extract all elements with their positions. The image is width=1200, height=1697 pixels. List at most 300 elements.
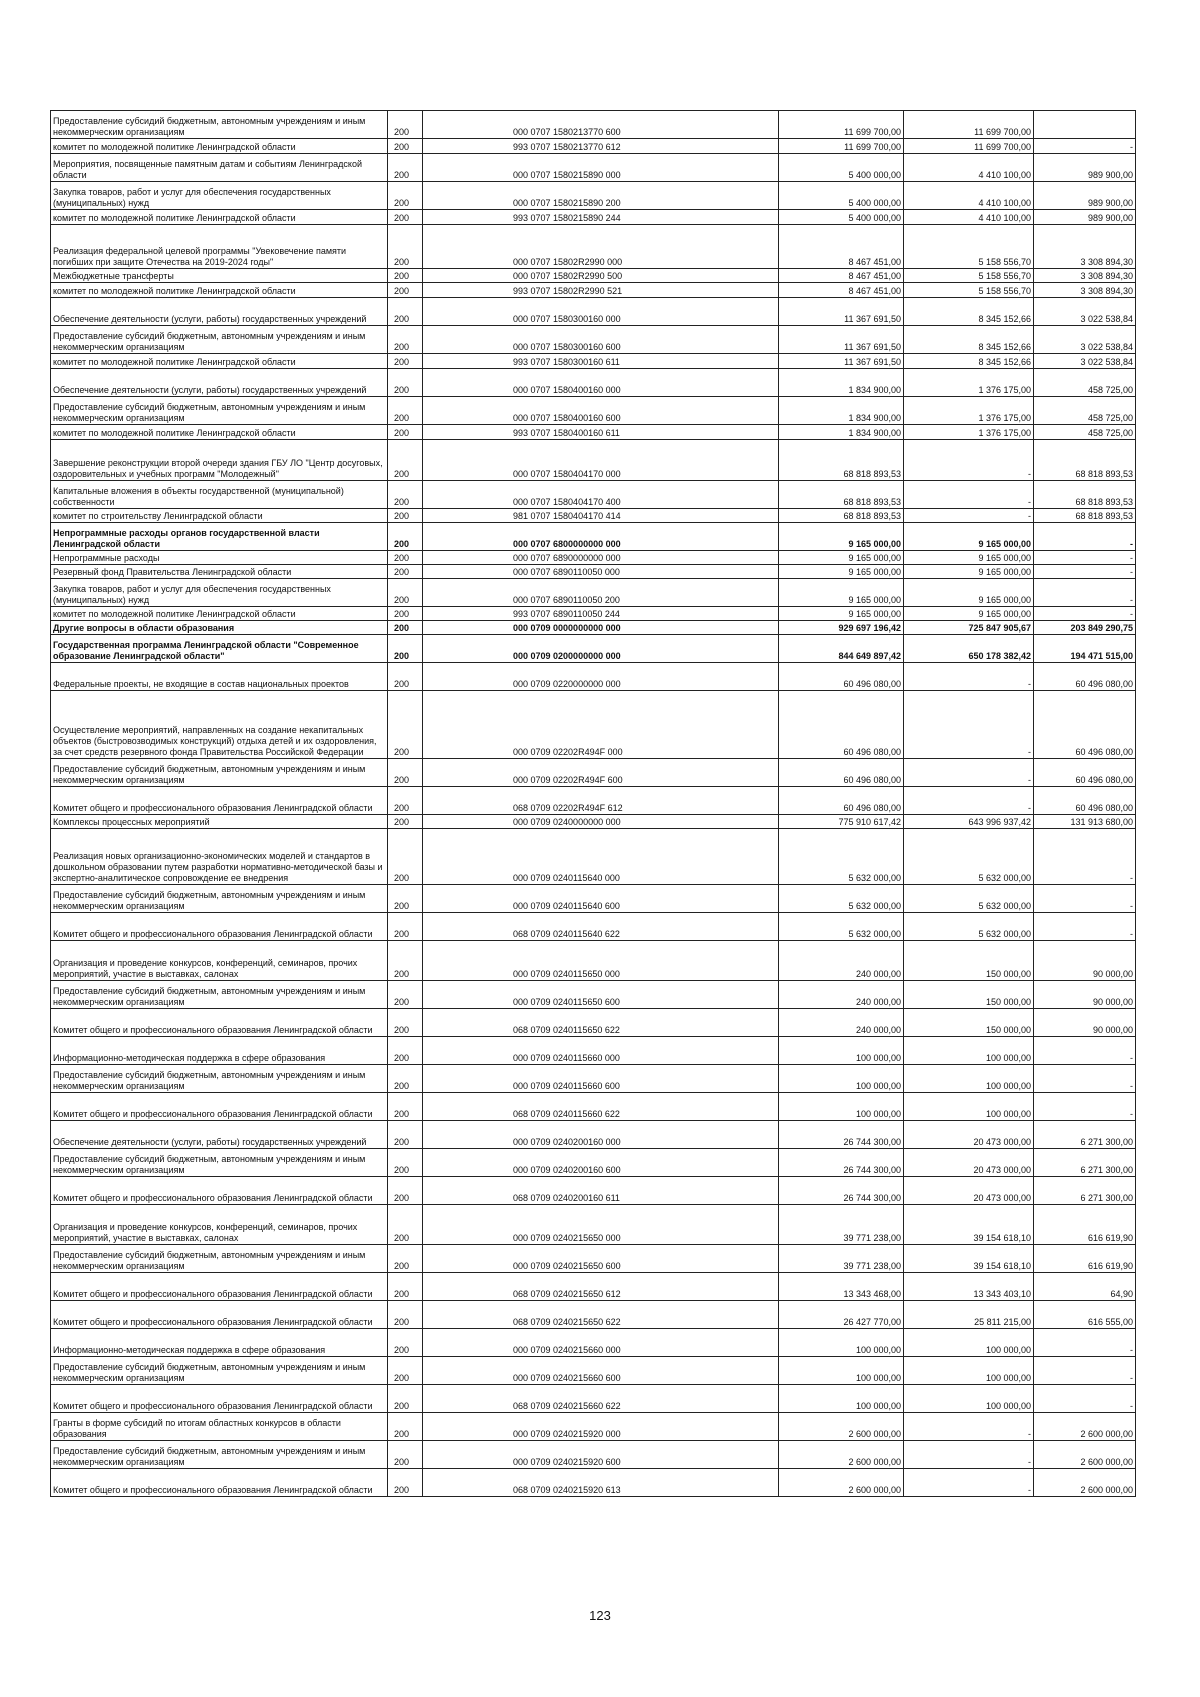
- executed-amount-cell: 11 699 700,00: [904, 111, 1034, 139]
- approved-plan-cell: 11 367 691,50: [779, 326, 904, 354]
- table-row: [51, 1121, 1136, 1149]
- table-row: [51, 1413, 1136, 1441]
- executed-amount-cell: 9 165 000,00: [904, 579, 1034, 607]
- unexecuted-amount-cell: -: [1034, 1037, 1136, 1065]
- table-row: [51, 621, 1136, 635]
- table-row: [51, 579, 1136, 607]
- table-row: [51, 369, 1136, 397]
- executed-amount-cell: -: [904, 663, 1034, 691]
- unexecuted-amount-cell: 616 619,90: [1034, 1245, 1136, 1273]
- budget-classification-code-cell: 993 0707 6890110050 244: [423, 607, 779, 621]
- unexecuted-amount-cell: -: [1034, 885, 1136, 913]
- line-code-cell: 200: [388, 111, 423, 139]
- unexecuted-amount-cell: 64,90: [1034, 1273, 1136, 1301]
- approved-plan-cell: 5 632 000,00: [779, 885, 904, 913]
- line-code-cell: 200: [388, 829, 423, 885]
- line-code-cell: 200: [388, 269, 423, 283]
- expense-name-cell: Предоставление субсидий бюджетным, автономным учреждениям и иным некоммерческим организациям: [51, 1245, 388, 1273]
- executed-amount-cell: 100 000,00: [904, 1385, 1034, 1413]
- executed-amount-cell: 150 000,00: [904, 1009, 1034, 1037]
- line-code-cell: 200: [388, 1121, 423, 1149]
- table-row: [51, 481, 1136, 509]
- unexecuted-amount-cell: -: [1034, 1329, 1136, 1357]
- executed-amount-cell: 9 165 000,00: [904, 607, 1034, 621]
- line-code-cell: 200: [388, 1441, 423, 1469]
- executed-amount-cell: -: [904, 481, 1034, 509]
- unexecuted-amount-cell: -: [1034, 523, 1136, 551]
- table-body: [51, 111, 1136, 1497]
- table-row: [51, 139, 1136, 154]
- table-row: [51, 397, 1136, 425]
- executed-amount-cell: 9 165 000,00: [904, 565, 1034, 579]
- approved-plan-cell: 8 467 451,00: [779, 269, 904, 283]
- table-row: [51, 1469, 1136, 1497]
- executed-amount-cell: 9 165 000,00: [904, 551, 1034, 565]
- budget-classification-code-cell: 000 0709 0240115650 000: [423, 941, 779, 981]
- line-code-cell: 200: [388, 1009, 423, 1037]
- unexecuted-amount-cell: 3 308 894,30: [1034, 269, 1136, 283]
- approved-plan-cell: 240 000,00: [779, 981, 904, 1009]
- approved-plan-cell: 39 771 238,00: [779, 1245, 904, 1273]
- expense-name-cell: Предоставление субсидий бюджетным, автономным учреждениям и иным некоммерческим организациям: [51, 1149, 388, 1177]
- expense-name-cell: комитет по молодежной политике Ленинградской области: [51, 139, 388, 154]
- line-code-cell: 200: [388, 369, 423, 397]
- executed-amount-cell: -: [904, 759, 1034, 787]
- executed-amount-cell: 4 410 100,00: [904, 210, 1034, 225]
- budget-classification-code-cell: 000 0707 6890110050 000: [423, 565, 779, 579]
- executed-amount-cell: 4 410 100,00: [904, 182, 1034, 210]
- approved-plan-cell: 240 000,00: [779, 941, 904, 981]
- unexecuted-amount-cell: 2 600 000,00: [1034, 1413, 1136, 1441]
- approved-plan-cell: 26 744 300,00: [779, 1121, 904, 1149]
- budget-classification-code-cell: 068 0709 0240215650 612: [423, 1273, 779, 1301]
- line-code-cell: 200: [388, 154, 423, 182]
- unexecuted-amount-cell: 3 308 894,30: [1034, 225, 1136, 269]
- unexecuted-amount-cell: -: [1034, 551, 1136, 565]
- budget-classification-code-cell: 068 0709 0240115650 622: [423, 1009, 779, 1037]
- expense-name-cell: Обеспечение деятельности (услуги, работы) государственных учреждений: [51, 298, 388, 326]
- executed-amount-cell: 13 343 403,10: [904, 1273, 1034, 1301]
- table-row: [51, 1357, 1136, 1385]
- approved-plan-cell: 8 467 451,00: [779, 283, 904, 298]
- approved-plan-cell: 9 165 000,00: [779, 565, 904, 579]
- executed-amount-cell: 150 000,00: [904, 981, 1034, 1009]
- budget-classification-code-cell: 000 0709 0000000000 000: [423, 621, 779, 635]
- approved-plan-cell: 100 000,00: [779, 1037, 904, 1065]
- approved-plan-cell: 1 834 900,00: [779, 369, 904, 397]
- approved-plan-cell: 1 834 900,00: [779, 397, 904, 425]
- unexecuted-amount-cell: -: [1034, 1357, 1136, 1385]
- approved-plan-cell: 2 600 000,00: [779, 1441, 904, 1469]
- budget-classification-code-cell: 000 0707 1580404170 400: [423, 481, 779, 509]
- expense-name-cell: Межбюджетные трансферты: [51, 269, 388, 283]
- expense-name-cell: Резервный фонд Правительства Ленинградской области: [51, 565, 388, 579]
- unexecuted-amount-cell: 616 619,90: [1034, 1205, 1136, 1245]
- line-code-cell: 200: [388, 565, 423, 579]
- table-row: [51, 663, 1136, 691]
- budget-classification-code-cell: 000 0709 0240115650 600: [423, 981, 779, 1009]
- expense-name-cell: Предоставление субсидий бюджетным, автономным учреждениям и иным некоммерческим организациям: [51, 397, 388, 425]
- budget-classification-code-cell: 993 0707 1580213770 612: [423, 139, 779, 154]
- budget-classification-code-cell: 000 0707 1580300160 600: [423, 326, 779, 354]
- table-row: [51, 1329, 1136, 1357]
- approved-plan-cell: 11 367 691,50: [779, 354, 904, 369]
- approved-plan-cell: 60 496 080,00: [779, 663, 904, 691]
- executed-amount-cell: 39 154 618,10: [904, 1205, 1034, 1245]
- budget-classification-code-cell: 000 0709 0240215650 000: [423, 1205, 779, 1245]
- unexecuted-amount-cell: 3 022 538,84: [1034, 326, 1136, 354]
- unexecuted-amount-cell: 6 271 300,00: [1034, 1121, 1136, 1149]
- budget-classification-code-cell: 000 0707 1580400160 000: [423, 369, 779, 397]
- expense-name-cell: Предоставление субсидий бюджетным, автономным учреждениям и иным некоммерческим организациям: [51, 1357, 388, 1385]
- approved-plan-cell: 1 834 900,00: [779, 425, 904, 440]
- line-code-cell: 200: [388, 1413, 423, 1441]
- executed-amount-cell: 4 410 100,00: [904, 154, 1034, 182]
- expense-name-cell: Обеспечение деятельности (услуги, работы) государственных учреждений: [51, 369, 388, 397]
- expense-name-cell: Комитет общего и профессионального образования Ленинградской области: [51, 913, 388, 941]
- expense-name-cell: Гранты в форме субсидий по итогам областных конкурсов в области образования: [51, 1413, 388, 1441]
- executed-amount-cell: 20 473 000,00: [904, 1177, 1034, 1205]
- approved-plan-cell: 68 818 893,53: [779, 440, 904, 481]
- approved-plan-cell: 60 496 080,00: [779, 759, 904, 787]
- approved-plan-cell: 60 496 080,00: [779, 691, 904, 759]
- table-row: [51, 815, 1136, 829]
- expense-name-cell: Реализация новых организационно-экономических моделей и стандартов в дошкольном образовании путем разработки нормативно-методической базы и экспертно-аналитическое сопровождение ее внедрения: [51, 829, 388, 885]
- line-code-cell: 200: [388, 579, 423, 607]
- expense-name-cell: комитет по строительству Ленинградской области: [51, 509, 388, 523]
- expense-name-cell: Другие вопросы в области образования: [51, 621, 388, 635]
- expense-name-cell: Государственная программа Ленинградской области "Современное образование Ленинградской области": [51, 635, 388, 663]
- unexecuted-amount-cell: -: [1034, 579, 1136, 607]
- unexecuted-amount-cell: 458 725,00: [1034, 425, 1136, 440]
- line-code-cell: 200: [388, 210, 423, 225]
- line-code-cell: 200: [388, 1093, 423, 1121]
- table-row: [51, 210, 1136, 225]
- unexecuted-amount-cell: -: [1034, 1065, 1136, 1093]
- table-row: [51, 225, 1136, 269]
- table-row: [51, 154, 1136, 182]
- executed-amount-cell: 8 345 152,66: [904, 354, 1034, 369]
- approved-plan-cell: 26 744 300,00: [779, 1149, 904, 1177]
- line-code-cell: 200: [388, 759, 423, 787]
- table-row: [51, 607, 1136, 621]
- table-row: [51, 941, 1136, 981]
- executed-amount-cell: 5 632 000,00: [904, 913, 1034, 941]
- executed-amount-cell: 1 376 175,00: [904, 369, 1034, 397]
- approved-plan-cell: 5 632 000,00: [779, 829, 904, 885]
- expense-name-cell: комитет по молодежной политике Ленинградской области: [51, 425, 388, 440]
- unexecuted-amount-cell: -: [1034, 565, 1136, 579]
- line-code-cell: 200: [388, 1245, 423, 1273]
- line-code-cell: 200: [388, 1357, 423, 1385]
- executed-amount-cell: -: [904, 1469, 1034, 1497]
- executed-amount-cell: 100 000,00: [904, 1329, 1034, 1357]
- unexecuted-amount-cell: 989 900,00: [1034, 210, 1136, 225]
- approved-plan-cell: 100 000,00: [779, 1385, 904, 1413]
- expense-name-cell: Информационно-методическая поддержка в сфере образования: [51, 1037, 388, 1065]
- approved-plan-cell: 100 000,00: [779, 1357, 904, 1385]
- table-row: [51, 691, 1136, 759]
- expense-name-cell: Предоставление субсидий бюджетным, автономным учреждениям и иным некоммерческим организациям: [51, 111, 388, 139]
- budget-classification-code-cell: 068 0709 0240200160 611: [423, 1177, 779, 1205]
- expense-name-cell: Капитальные вложения в объекты государственной (муниципальной) собственности: [51, 481, 388, 509]
- line-code-cell: 200: [388, 663, 423, 691]
- budget-classification-code-cell: 068 0709 0240115660 622: [423, 1093, 779, 1121]
- unexecuted-amount-cell: 458 725,00: [1034, 369, 1136, 397]
- table-row: [51, 425, 1136, 440]
- executed-amount-cell: 100 000,00: [904, 1037, 1034, 1065]
- table-row: [51, 981, 1136, 1009]
- unexecuted-amount-cell: 90 000,00: [1034, 1009, 1136, 1037]
- line-code-cell: 200: [388, 787, 423, 815]
- line-code-cell: 200: [388, 941, 423, 981]
- budget-classification-code-cell: 993 0707 1580400160 611: [423, 425, 779, 440]
- budget-classification-code-cell: 000 0707 15802R2990 000: [423, 225, 779, 269]
- expense-name-cell: Реализация федеральной целевой программы "Увековечение памяти погибших при защите Отечества на 2019-2024 годы": [51, 225, 388, 269]
- line-code-cell: 200: [388, 523, 423, 551]
- line-code-cell: 200: [388, 815, 423, 829]
- line-code-cell: 200: [388, 326, 423, 354]
- approved-plan-cell: 775 910 617,42: [779, 815, 904, 829]
- expense-name-cell: Предоставление субсидий бюджетным, автономным учреждениям и иным некоммерческим организациям: [51, 1065, 388, 1093]
- executed-amount-cell: -: [904, 440, 1034, 481]
- expense-name-cell: комитет по молодежной политике Ленинградской области: [51, 210, 388, 225]
- executed-amount-cell: 5 632 000,00: [904, 885, 1034, 913]
- line-code-cell: 200: [388, 225, 423, 269]
- expense-name-cell: Комитет общего и профессионального образования Ленинградской области: [51, 1273, 388, 1301]
- expense-name-cell: Комитет общего и профессионального образования Ленинградской области: [51, 1009, 388, 1037]
- table-row: [51, 759, 1136, 787]
- budget-classification-code-cell: 000 0707 1580215890 200: [423, 182, 779, 210]
- table-row: [51, 1177, 1136, 1205]
- table-row: [51, 326, 1136, 354]
- expense-name-cell: Непрограммные расходы: [51, 551, 388, 565]
- expense-name-cell: Предоставление субсидий бюджетным, автономным учреждениям и иным некоммерческим организациям: [51, 981, 388, 1009]
- line-code-cell: 200: [388, 397, 423, 425]
- expense-name-cell: Мероприятия, посвященные памятным датам и событиям Ленинградской области: [51, 154, 388, 182]
- line-code-cell: 200: [388, 913, 423, 941]
- budget-classification-code-cell: 000 0709 0240115640 600: [423, 885, 779, 913]
- line-code-cell: 200: [388, 509, 423, 523]
- unexecuted-amount-cell: -: [1034, 1385, 1136, 1413]
- approved-plan-cell: 5 400 000,00: [779, 210, 904, 225]
- executed-amount-cell: 39 154 618,10: [904, 1245, 1034, 1273]
- unexecuted-amount-cell: 60 496 080,00: [1034, 663, 1136, 691]
- approved-plan-cell: 11 699 700,00: [779, 139, 904, 154]
- unexecuted-amount-cell: 616 555,00: [1034, 1301, 1136, 1329]
- expense-name-cell: Закупка товаров, работ и услуг для обеспечения государственных (муниципальных) нужд: [51, 182, 388, 210]
- executed-amount-cell: 5 158 556,70: [904, 283, 1034, 298]
- table-row: [51, 1093, 1136, 1121]
- line-code-cell: 200: [388, 1037, 423, 1065]
- expense-name-cell: Комитет общего и профессионального образования Ленинградской области: [51, 1093, 388, 1121]
- executed-amount-cell: 9 165 000,00: [904, 523, 1034, 551]
- approved-plan-cell: 13 343 468,00: [779, 1273, 904, 1301]
- budget-classification-code-cell: 000 0709 0220000000 000: [423, 663, 779, 691]
- table-row: [51, 111, 1136, 139]
- executed-amount-cell: 8 345 152,66: [904, 298, 1034, 326]
- line-code-cell: 200: [388, 1065, 423, 1093]
- budget-classification-code-cell: 068 0709 0240215660 622: [423, 1385, 779, 1413]
- table-row: [51, 1149, 1136, 1177]
- budget-classification-code-cell: 000 0707 1580215890 000: [423, 154, 779, 182]
- line-code-cell: 200: [388, 354, 423, 369]
- unexecuted-amount-cell: 3 022 538,84: [1034, 354, 1136, 369]
- budget-classification-code-cell: 993 0707 1580215890 244: [423, 210, 779, 225]
- table-row: [51, 1441, 1136, 1469]
- expense-name-cell: Предоставление субсидий бюджетным, автономным учреждениям и иным некоммерческим организациям: [51, 885, 388, 913]
- line-code-cell: 200: [388, 1149, 423, 1177]
- executed-amount-cell: 650 178 382,42: [904, 635, 1034, 663]
- approved-plan-cell: 100 000,00: [779, 1065, 904, 1093]
- line-code-cell: 200: [388, 298, 423, 326]
- line-code-cell: 200: [388, 607, 423, 621]
- unexecuted-amount-cell: 3 308 894,30: [1034, 283, 1136, 298]
- unexecuted-amount-cell: -: [1034, 1093, 1136, 1121]
- table-row: [51, 1205, 1136, 1245]
- budget-classification-code-cell: 068 0709 0240115640 622: [423, 913, 779, 941]
- executed-amount-cell: 8 345 152,66: [904, 326, 1034, 354]
- budget-classification-code-cell: 068 0709 0240215920 613: [423, 1469, 779, 1497]
- expense-name-cell: Комитет общего и профессионального образования Ленинградской области: [51, 787, 388, 815]
- approved-plan-cell: 9 165 000,00: [779, 579, 904, 607]
- table-row: [51, 283, 1136, 298]
- line-code-cell: 200: [388, 691, 423, 759]
- expense-name-cell: комитет по молодежной политике Ленинградской области: [51, 354, 388, 369]
- line-code-cell: 200: [388, 481, 423, 509]
- expense-name-cell: Осуществление мероприятий, направленных на создание некапитальных объектов (быстровозводимых конструкций) отдыха детей и их оздоровления, за счет средств резервного фонда Правительства Российской Федерации: [51, 691, 388, 759]
- unexecuted-amount-cell: 131 913 680,00: [1034, 815, 1136, 829]
- expense-name-cell: Закупка товаров, работ и услуг для обеспечения государственных (муниципальных) нужд: [51, 579, 388, 607]
- budget-execution-table: [50, 110, 1136, 1497]
- executed-amount-cell: 1 376 175,00: [904, 397, 1034, 425]
- unexecuted-amount-cell: -: [1034, 139, 1136, 154]
- budget-classification-code-cell: 000 0707 1580404170 000: [423, 440, 779, 481]
- unexecuted-amount-cell: 60 496 080,00: [1034, 691, 1136, 759]
- line-code-cell: 200: [388, 635, 423, 663]
- approved-plan-cell: 68 818 893,53: [779, 509, 904, 523]
- budget-classification-code-cell: 068 0709 0240215650 622: [423, 1301, 779, 1329]
- unexecuted-amount-cell: -: [1034, 913, 1136, 941]
- executed-amount-cell: 643 996 937,42: [904, 815, 1034, 829]
- expense-name-cell: комитет по молодежной политике Ленинградской области: [51, 283, 388, 298]
- table-row: [51, 829, 1136, 885]
- line-code-cell: 200: [388, 283, 423, 298]
- approved-plan-cell: 26 427 770,00: [779, 1301, 904, 1329]
- approved-plan-cell: 60 496 080,00: [779, 787, 904, 815]
- table-row: [51, 885, 1136, 913]
- expense-name-cell: Предоставление субсидий бюджетным, автономным учреждениям и иным некоммерческим организациям: [51, 326, 388, 354]
- approved-plan-cell: 844 649 897,42: [779, 635, 904, 663]
- executed-amount-cell: 5 158 556,70: [904, 269, 1034, 283]
- line-code-cell: 200: [388, 1205, 423, 1245]
- executed-amount-cell: 1 376 175,00: [904, 425, 1034, 440]
- table-row: [51, 1273, 1136, 1301]
- approved-plan-cell: 9 165 000,00: [779, 523, 904, 551]
- table-row: [51, 1009, 1136, 1037]
- table-row: [51, 298, 1136, 326]
- budget-classification-code-cell: 000 0707 6890110050 200: [423, 579, 779, 607]
- budget-classification-code-cell: 993 0707 1580300160 611: [423, 354, 779, 369]
- budget-classification-code-cell: 000 0707 6890000000 000: [423, 551, 779, 565]
- line-code-cell: 200: [388, 1469, 423, 1497]
- approved-plan-cell: 5 632 000,00: [779, 913, 904, 941]
- budget-classification-code-cell: 000 0709 0200000000 000: [423, 635, 779, 663]
- expense-name-cell: Комитет общего и профессионального образования Ленинградской области: [51, 1385, 388, 1413]
- line-code-cell: 200: [388, 1301, 423, 1329]
- expense-name-cell: Организация и проведение конкурсов, конференций, семинаров, прочих мероприятий, участие в выставках, салонах: [51, 941, 388, 981]
- line-code-cell: 200: [388, 1385, 423, 1413]
- unexecuted-amount-cell: [1034, 111, 1136, 139]
- budget-classification-code-cell: 000 0709 0240000000 000: [423, 815, 779, 829]
- executed-amount-cell: 20 473 000,00: [904, 1149, 1034, 1177]
- table-row: [51, 269, 1136, 283]
- budget-classification-code-cell: 000 0709 0240115640 000: [423, 829, 779, 885]
- approved-plan-cell: 100 000,00: [779, 1093, 904, 1121]
- line-code-cell: 200: [388, 1329, 423, 1357]
- executed-amount-cell: 5 632 000,00: [904, 829, 1034, 885]
- table-row: [51, 565, 1136, 579]
- executed-amount-cell: -: [904, 509, 1034, 523]
- budget-classification-code-cell: 000 0709 0240215650 600: [423, 1245, 779, 1273]
- executed-amount-cell: -: [904, 787, 1034, 815]
- approved-plan-cell: 39 771 238,00: [779, 1205, 904, 1245]
- budget-classification-code-cell: 000 0707 1580300160 000: [423, 298, 779, 326]
- table-row: [51, 913, 1136, 941]
- approved-plan-cell: 5 400 000,00: [779, 154, 904, 182]
- unexecuted-amount-cell: 60 496 080,00: [1034, 759, 1136, 787]
- budget-classification-code-cell: 000 0709 0240200160 600: [423, 1149, 779, 1177]
- budget-classification-code-cell: 000 0709 0240215920 000: [423, 1413, 779, 1441]
- unexecuted-amount-cell: 194 471 515,00: [1034, 635, 1136, 663]
- unexecuted-amount-cell: 68 818 893,53: [1034, 481, 1136, 509]
- table-row: [51, 1301, 1136, 1329]
- line-code-cell: 200: [388, 1273, 423, 1301]
- unexecuted-amount-cell: 60 496 080,00: [1034, 787, 1136, 815]
- approved-plan-cell: 2 600 000,00: [779, 1469, 904, 1497]
- table-row: [51, 1037, 1136, 1065]
- unexecuted-amount-cell: 90 000,00: [1034, 981, 1136, 1009]
- approved-plan-cell: 68 818 893,53: [779, 481, 904, 509]
- expense-name-cell: Организация и проведение конкурсов, конференций, семинаров, прочих мероприятий, участие в выставках, салонах: [51, 1205, 388, 1245]
- line-code-cell: 200: [388, 551, 423, 565]
- budget-classification-code-cell: 000 0707 1580213770 600: [423, 111, 779, 139]
- unexecuted-amount-cell: 989 900,00: [1034, 182, 1136, 210]
- table-row: [51, 787, 1136, 815]
- page-number: 123: [589, 1608, 611, 1623]
- executed-amount-cell: 11 699 700,00: [904, 139, 1034, 154]
- budget-classification-code-cell: 000 0707 6800000000 000: [423, 523, 779, 551]
- budget-classification-code-cell: 000 0709 0240215660 000: [423, 1329, 779, 1357]
- table-row: [51, 509, 1136, 523]
- unexecuted-amount-cell: 68 818 893,53: [1034, 440, 1136, 481]
- table-row: [51, 1245, 1136, 1273]
- executed-amount-cell: 150 000,00: [904, 941, 1034, 981]
- budget-classification-code-cell: 000 0709 02202R494F 000: [423, 691, 779, 759]
- table-row: [51, 635, 1136, 663]
- approved-plan-cell: 100 000,00: [779, 1329, 904, 1357]
- table-row: [51, 440, 1136, 481]
- line-code-cell: 200: [388, 885, 423, 913]
- budget-classification-code-cell: 000 0707 15802R2990 500: [423, 269, 779, 283]
- budget-classification-code-cell: 000 0709 0240115660 600: [423, 1065, 779, 1093]
- executed-amount-cell: 20 473 000,00: [904, 1121, 1034, 1149]
- budget-classification-code-cell: 000 0709 0240215920 600: [423, 1441, 779, 1469]
- line-code-cell: 200: [388, 425, 423, 440]
- approved-plan-cell: 26 744 300,00: [779, 1177, 904, 1205]
- executed-amount-cell: 100 000,00: [904, 1093, 1034, 1121]
- unexecuted-amount-cell: -: [1034, 829, 1136, 885]
